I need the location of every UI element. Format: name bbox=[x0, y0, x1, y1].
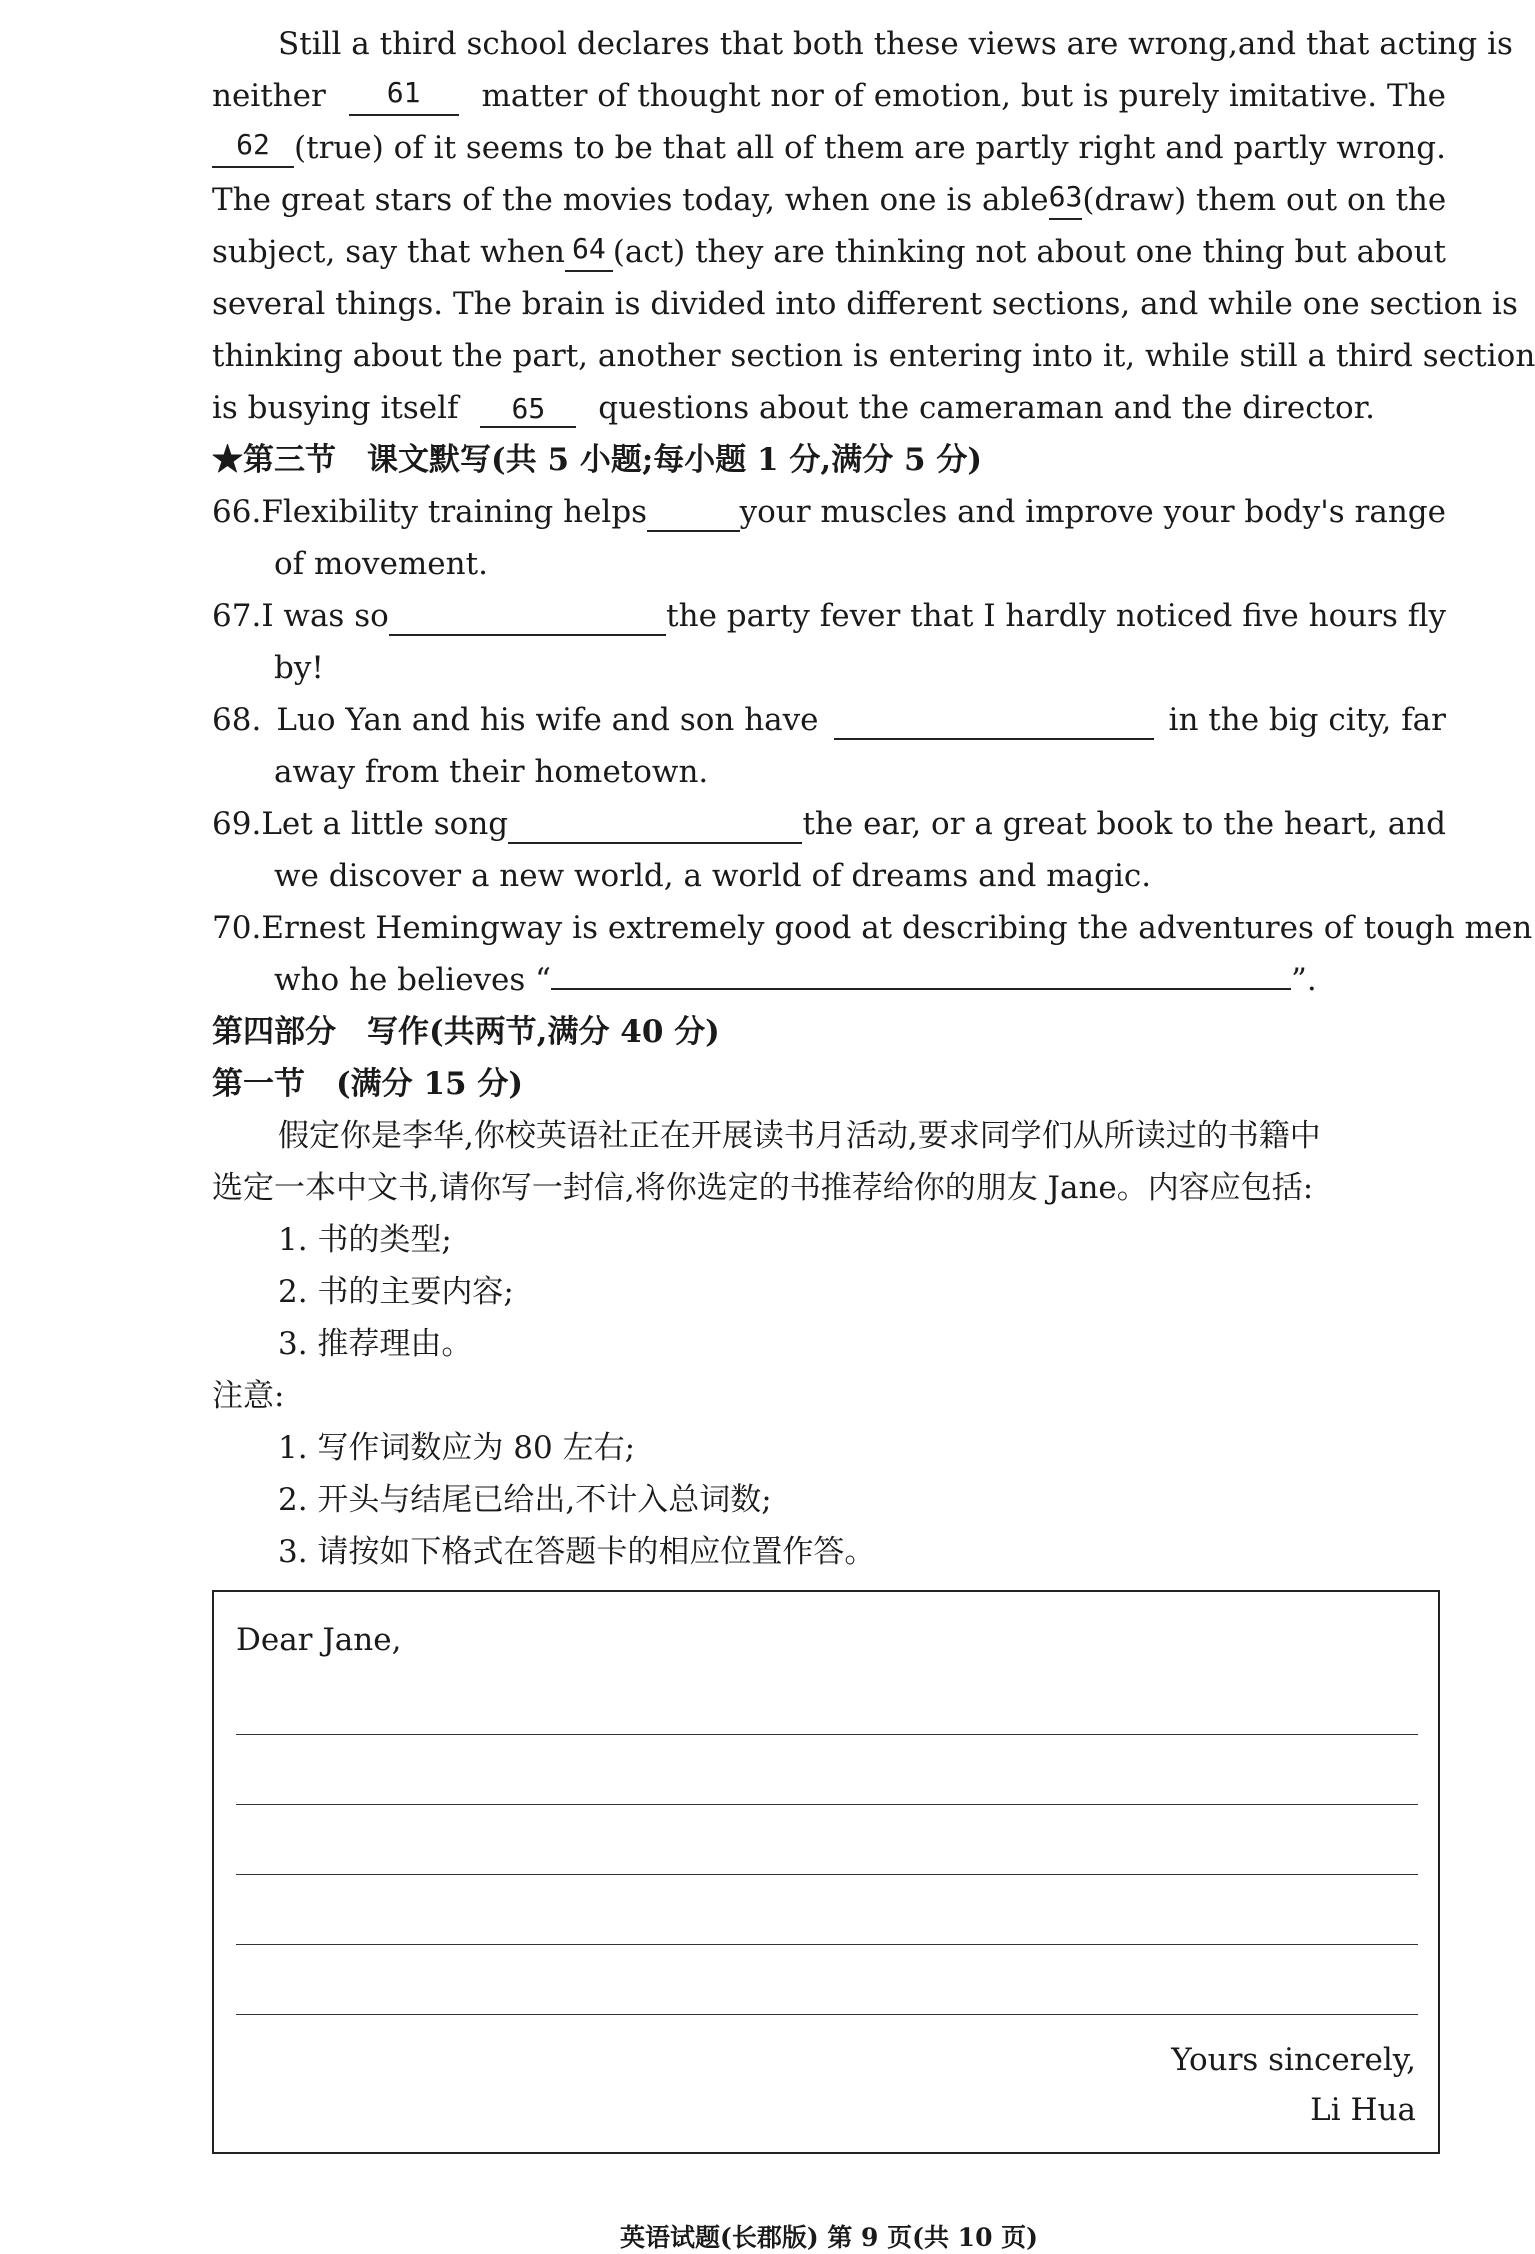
writing-line-1[interactable] bbox=[236, 1734, 1418, 1735]
blank-62[interactable]: 62 bbox=[212, 128, 294, 168]
q67-line-2: by! bbox=[274, 650, 324, 686]
content-item-2: 2. 书的主要内容; bbox=[278, 1274, 514, 1310]
passage-line-8: is busying itself 65 questions about the cameraman and the director. bbox=[212, 390, 1375, 426]
writing-line-5[interactable] bbox=[236, 2014, 1418, 2015]
section3-heading: ★第三节 课文默写(共 5 小题;每小题 1 分,满分 5 分) bbox=[212, 442, 983, 478]
letter-signature: Li Hua bbox=[1310, 2092, 1416, 2128]
passage-line-2: neither 61 matter of thought nor of emotion, but is purely imitative. The bbox=[212, 76, 1446, 114]
q67-line-1: 67. I was so the party fever that I hardly noticed five hours fly bbox=[212, 598, 1446, 634]
writing-line-2[interactable] bbox=[236, 1804, 1418, 1805]
q70-line-2: who he believes “ ”. bbox=[274, 962, 1317, 998]
writing-line-3[interactable] bbox=[236, 1874, 1418, 1875]
part4-section1-heading: 第一节 (满分 15 分) bbox=[212, 1066, 524, 1102]
blank-65[interactable]: 65 bbox=[480, 392, 576, 428]
q66-blank[interactable] bbox=[647, 492, 740, 532]
writing-line-4[interactable] bbox=[236, 1944, 1418, 1945]
q69-line-1: 69. Let a little song the ear, or a great book to the heart, and bbox=[212, 806, 1446, 842]
q66-line-1: 66. Flexibility training helps your muscles and improve your body's range bbox=[212, 494, 1446, 530]
q68-blank[interactable] bbox=[834, 700, 1154, 740]
q69-line-2: we discover a new world, a world of dreams and magic. bbox=[274, 858, 1152, 894]
part4-heading: 第四部分 写作(共两节,满分 40 分) bbox=[212, 1014, 720, 1050]
blank-64[interactable]: 64 bbox=[565, 232, 613, 272]
letter-answer-box[interactable] bbox=[212, 1590, 1440, 2154]
passage-line-3: 62 (true) of it seems to be that all of them are partly right and partly wrong. bbox=[212, 128, 1446, 168]
note-3: 3. 请按如下格式在答题卡的相应位置作答。 bbox=[278, 1534, 876, 1570]
q70-blank[interactable] bbox=[551, 988, 1291, 990]
exam-page bbox=[212, 0, 1535, 2252]
passage-line-6: several things. The brain is divided into different sections, and while one section is bbox=[212, 286, 1518, 322]
page-footer: 英语试题(长郡版) 第 9 页(共 10 页) bbox=[619, 2223, 1039, 2252]
note-1: 1. 写作词数应为 80 左右; bbox=[278, 1430, 636, 1466]
q68-line-2: away from their hometown. bbox=[274, 754, 709, 790]
q66-line-2: of movement. bbox=[274, 546, 488, 582]
q69-blank[interactable] bbox=[508, 804, 802, 844]
passage-line-7: thinking about the part, another section is entering into it, while still a third section bbox=[212, 338, 1535, 374]
letter-closing: Yours sincerely, bbox=[1171, 2042, 1416, 2078]
writing-prompt-line-1: 假定你是李华,你校英语社正在开展读书月活动,要求同学们从所读过的书籍中 bbox=[278, 1118, 1321, 1154]
writing-prompt-line-2: 选定一本中文书,请你写一封信,将你选定的书推荐给你的朋友 Jane。内容应包括: bbox=[212, 1170, 1314, 1206]
q70-line-1: 70. Ernest Hemingway is extremely good at describing the adventures of tough men bbox=[212, 910, 1533, 946]
blank-61[interactable]: 61 bbox=[349, 76, 459, 116]
note-label: 注意: bbox=[212, 1378, 285, 1414]
content-item-3: 3. 推荐理由。 bbox=[278, 1326, 473, 1362]
blank-63[interactable]: 63 bbox=[1049, 180, 1083, 220]
content-item-1: 1. 书的类型; bbox=[278, 1222, 452, 1258]
passage-line-1: Still a third school declares that both these views are wrong, and that acting is bbox=[278, 26, 1513, 62]
passage-line-5: subject, say that when 64 (act) they are thinking not about one thing but about bbox=[212, 232, 1446, 270]
q67-blank[interactable] bbox=[389, 596, 666, 636]
note-2: 2. 开头与结尾已给出,不计入总词数; bbox=[278, 1482, 772, 1518]
passage-line-4: The great stars of the movies today, when one is able 63 (draw) them out on the bbox=[212, 180, 1447, 218]
q68-line-1: 68. Luo Yan and his wife and son have in the big city, far bbox=[212, 702, 1446, 738]
letter-greeting: Dear Jane, bbox=[236, 1622, 402, 1658]
